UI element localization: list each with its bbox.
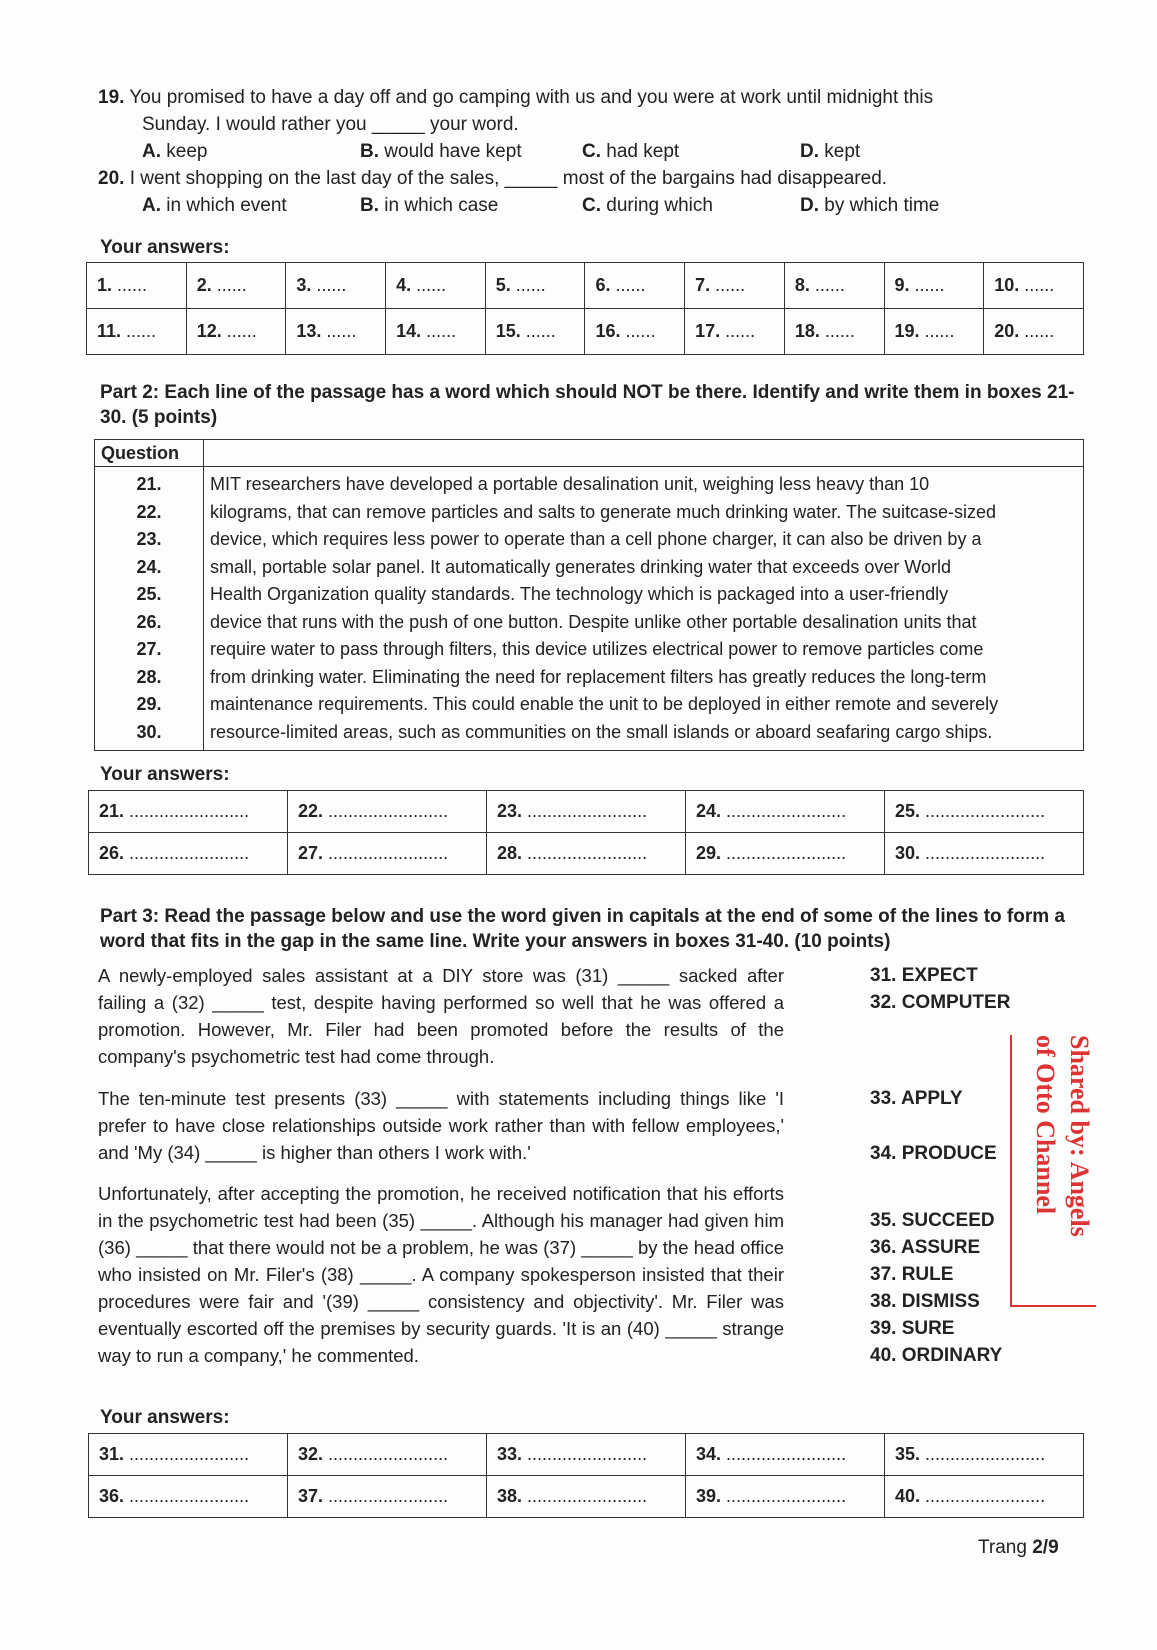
table-row [87,263,1084,309]
answer-cell[interactable]: 38. ........................ [487,1476,686,1518]
option-a[interactable]: A. keep [142,141,208,162]
answer-cell[interactable]: 15. ...... [485,309,585,355]
answer-cell[interactable]: 28. ........................ [487,833,686,875]
question-20 [98,165,1078,219]
answer-cell[interactable]: 29. ........................ [686,833,885,875]
passage-lines [204,467,1084,751]
answer-cell[interactable]: 4. ...... [386,263,486,309]
answer-cell[interactable]: 32. ........................ [288,1434,487,1476]
answer-cell[interactable]: 19. ...... [884,309,984,355]
table-row [95,467,1084,751]
answer-cell[interactable]: 30. ........................ [885,833,1084,875]
table-row [89,1476,1084,1518]
answer-grid-1-20 [86,262,1084,355]
answer-cell[interactable]: 23. ........................ [487,791,686,833]
keyword-31: 31. EXPECT [870,965,978,986]
option-c[interactable]: C. during which [582,195,713,216]
question-header: Question [95,440,204,467]
question-number: 20. [98,168,125,189]
question-19 [98,84,1078,165]
answer-cell[interactable]: 17. ...... [685,309,785,355]
option-c[interactable]: C. had kept [582,141,680,162]
answer-grid-31-40 [88,1433,1084,1518]
answer-cell[interactable]: 37. ........................ [288,1476,487,1518]
answer-cell[interactable]: 16. ...... [585,309,685,355]
question-text-cont: Sunday. I would rather you _____ your word. [142,114,519,135]
answer-cell[interactable]: 7. ...... [685,263,785,309]
keyword-32: 32. COMPUTER [870,992,1011,1013]
part-2-title: Part 2: Each line of the passage has a word which should NOT be there. Identify and write them in boxes 21-30. (5 points) [100,382,1075,428]
part-3-paragraph-1: A newly-employed sales assistant at a DIY store was (31) _____ sacked after failing a (32) _____ test, despite having performed so well that he was offered a promotion. However, Mr. Filer had been promoted before the results of the company's psychometric test had come through. [98,965,784,1067]
table-row [95,440,1084,467]
keyword-39: 39. SURE [870,1318,955,1339]
answer-cell[interactable]: 40. ........................ [885,1476,1084,1518]
answer-cell[interactable]: 24. ........................ [686,791,885,833]
part-3-paragraph-3: Unfortunately, after accepting the promotion, he received notification that his efforts in the psychometric test had been (35) _____. Although his manager had given him (36) _____ that there would not be a problem, he was (37) _____ by the head office who insisted on Mr. Filer's (38) _____. A company spokesperson insisted that their procedures were fair and '(39) _____ consistency and objectivity'. Mr. Filer was eventually escorted off the premises by security guards. 'It is an (40) _____ strange way to run a company,' he commented. [98,1183,784,1366]
passage-line: Health Organization quality standards. The technology which is packaged into a user-friendly [210,584,949,604]
answer-cell[interactable]: 21. ........................ [89,791,288,833]
your-answers-label: Your answers: [100,764,230,785]
passage-line: small, portable solar panel. It automatically generates drinking water that exceeds over World [210,556,952,577]
question-number: 19. [98,87,125,108]
answer-cell[interactable]: 5. ...... [485,263,585,309]
answer-cell[interactable]: 1. ...... [87,263,187,309]
passage-line: device, which requires less power to operate than a cell phone charger, it can also be driven by a [210,529,982,549]
answer-cell[interactable]: 3. ...... [286,263,386,309]
page-number: Trang 2/9 [978,1537,1059,1558]
passage-line: from drinking water. Eliminating the need for replacement filters has greatly reduces the long-term [210,666,987,687]
option-b[interactable]: B. would have kept [360,141,522,162]
table-row [89,1434,1084,1476]
answer-cell[interactable]: 12. ...... [186,309,286,355]
answer-cell[interactable]: 22. ........................ [288,791,487,833]
passage-line: require water to pass through filters, this device utilizes electrical power to remove particles come [210,639,984,659]
answer-grid-21-30 [88,790,1084,875]
options-20 [98,192,1078,219]
option-d[interactable]: D. kept [800,141,861,162]
answer-cell[interactable]: 31. ........................ [89,1434,288,1476]
part-3-paragraph-2: The ten-minute test presents (33) _____ with statements including things like 'I prefer to have close relationships outside work rather than with fellow employees,' and 'My (34) _____ is higher than others I work with.' [98,1088,784,1163]
answer-cell[interactable]: 25. ........................ [885,791,1084,833]
answer-cell[interactable]: 14. ...... [386,309,486,355]
table-row [87,309,1084,355]
answer-cell[interactable]: 13. ...... [286,309,386,355]
your-answers-label: Your answers: [100,237,230,258]
answer-cell[interactable]: 35. ........................ [885,1434,1084,1476]
answer-cell[interactable]: 11. ...... [87,309,187,355]
part-2-passage-table [94,439,1084,751]
keyword-37: 37. RULE [870,1264,954,1285]
question-text: I went shopping on the last day of the sales, _____ most of the bargains had disappeared. [129,168,888,189]
passage-line: kilograms, that can remove particles and salts to generate much drinking water. The suitcase-sized [210,501,997,522]
options-19 [98,138,1078,165]
option-a[interactable]: A. in which event [142,195,287,216]
keyword-40: 40. ORDINARY [870,1345,1003,1366]
answer-cell[interactable]: 26. ........................ [89,833,288,875]
answer-cell[interactable]: 8. ...... [784,263,884,309]
question-text: You promised to have a day off and go camping with us and you were at work until midnight this [129,87,934,108]
answer-cell[interactable]: 27. ........................ [288,833,487,875]
answer-cell[interactable]: 36. ........................ [89,1476,288,1518]
your-answers-label: Your answers: [100,1407,230,1428]
keyword-38: 38. DISMISS [870,1291,980,1312]
line-numbers: 21. 22. 23. 24. 25. 26. 27. 28. 29. 30. [95,467,204,751]
answer-cell[interactable]: 18. ...... [784,309,884,355]
header-blank [204,440,1084,467]
keyword-33: 33. APPLY [870,1088,963,1109]
passage-line: resource-limited areas, such as communities on the small islands or aboard seafaring cargo ships. [210,721,993,742]
option-b[interactable]: B. in which case [360,195,499,216]
option-d[interactable]: D. by which time [800,195,940,216]
answer-cell[interactable]: 33. ........................ [487,1434,686,1476]
answer-cell[interactable]: 39. ........................ [686,1476,885,1518]
part-3-title: Part 3: Read the passage below and use the word given in capitals at the end of some of the lines to form a word that fits in the gap in the same line. Write your answers in boxes 31-40. (10 points) [100,906,1065,952]
table-row [89,833,1084,875]
answer-cell[interactable]: 9. ...... [884,263,984,309]
passage-line: device that runs with the push of one button. Despite unlike other portable desalination units that [210,611,977,632]
keyword-34: 34. PRODUCE [870,1143,997,1164]
answer-cell[interactable]: 10. ...... [984,263,1084,309]
passage-line: MIT researchers have developed a portable desalination unit, weighing less heavy than 10 [210,474,930,494]
answer-cell[interactable]: 6. ...... [585,263,685,309]
answer-cell[interactable]: 2. ...... [186,263,286,309]
answer-cell[interactable]: 20. ...... [984,309,1084,355]
table-row [89,791,1084,833]
keyword-36: 36. ASSURE [870,1237,981,1258]
keyword-35: 35. SUCCEED [870,1210,995,1231]
shared-by-stamp: Shared by: Angels of Otto Channel [1010,1035,1096,1307]
answer-cell[interactable]: 34. ........................ [686,1434,885,1476]
passage-line: maintenance requirements. This could enable the unit to be deployed in either remote and severely [210,694,999,714]
